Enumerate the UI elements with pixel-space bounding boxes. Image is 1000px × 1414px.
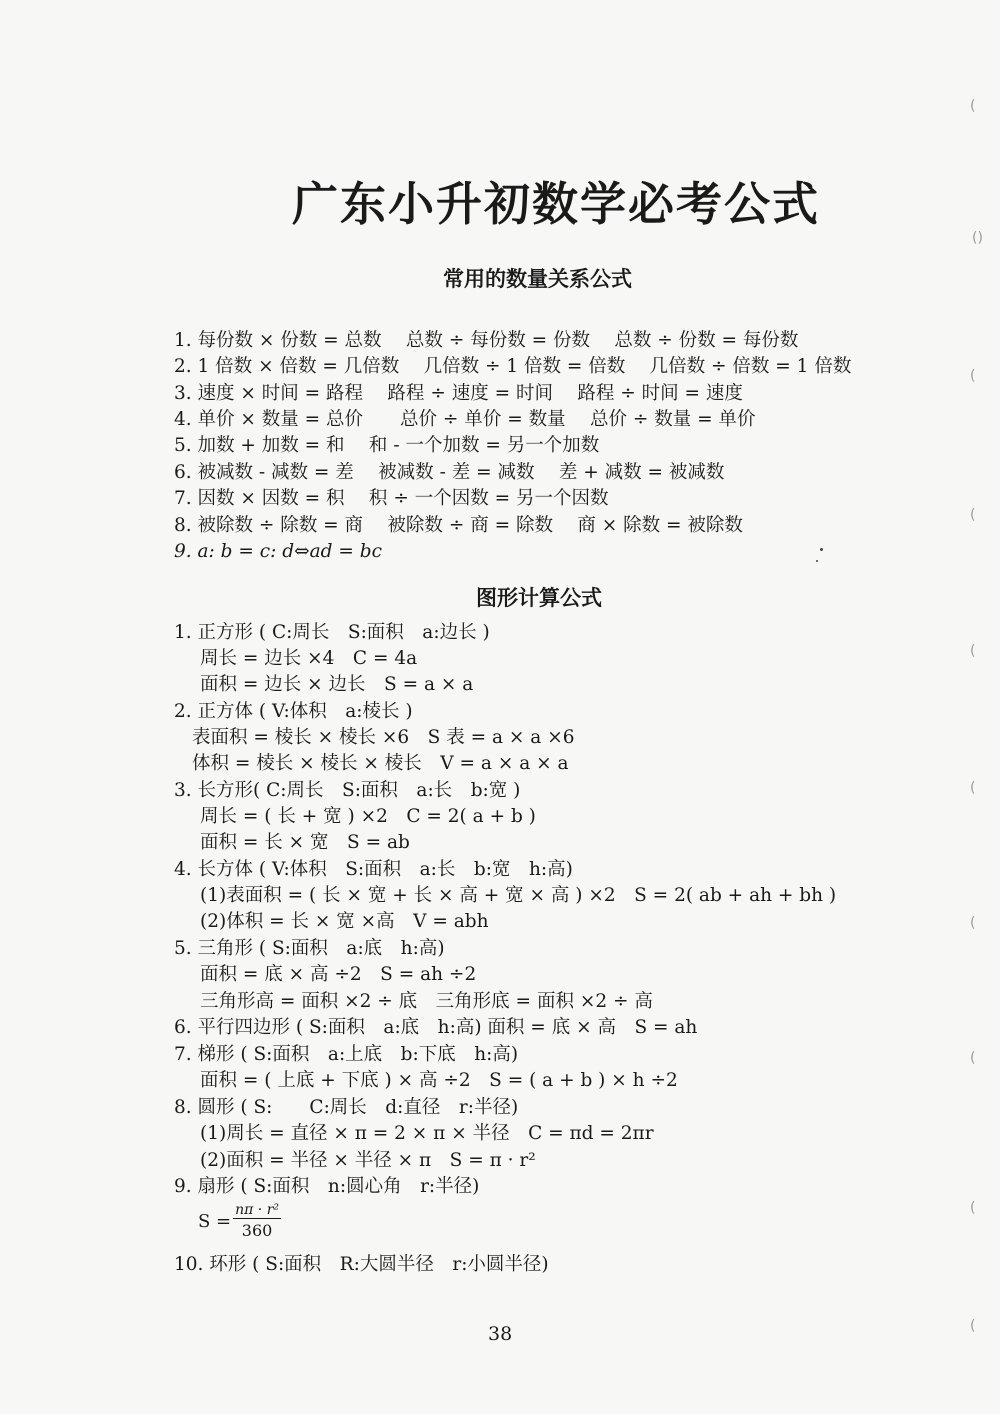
- formula-line: 2. 1 倍数 × 倍数 = 几倍数 几倍数 ÷ 1 倍数 = 倍数 几倍数 ÷ 倍数 = 1 倍数: [174, 356, 852, 377]
- binding-hole-mark: (: [970, 1318, 976, 1334]
- formula-line: 4. 单价 × 数量 = 总价 总价 ÷ 单价 = 数量 总价 ÷ 数量 = 单价: [174, 409, 756, 430]
- formula-line: 7. 因数 × 因数 = 积 积 ÷ 一个因数 = 另一个因数: [174, 488, 609, 509]
- formula-line: 8. 被除数 ÷ 除数 = 商 被除数 ÷ 商 = 除数 商 × 除数 = 被除数: [174, 515, 743, 536]
- binding-hole-mark: (: [970, 98, 976, 114]
- formula-line: 4. 长方体 ( V:体积 S:面积 a:长 b:宽 h:高): [174, 859, 573, 880]
- formula-line: 表面积 = 棱长 × 棱长 ×6 S 表 = a × a ×6: [192, 727, 575, 748]
- formula-line: 1. 正方形 ( C:周长 S:面积 a:边长 ): [174, 622, 490, 643]
- fraction: [233, 1202, 281, 1240]
- page-number: 38: [488, 1323, 513, 1345]
- scan-speck: [816, 560, 818, 562]
- formula-line: 7. 梯形 ( S:面积 a:上底 b:下底 h:高): [174, 1044, 519, 1065]
- formula-line: 9. 扇形 ( S:面积 n:圆心角 r:半径): [174, 1176, 480, 1197]
- formula-line: 3. 速度 × 时间 = 路程 路程 ÷ 速度 = 时间 路程 ÷ 时间 = 速度: [174, 383, 743, 404]
- formula-line: 5. 三角形 ( S:面积 a:底 h:高): [174, 938, 445, 959]
- scan-speck: [820, 548, 823, 551]
- sector-area-formula: [198, 1202, 281, 1240]
- binding-hole-mark: (): [972, 230, 983, 246]
- page-title: 广东小升初数学必考公式: [292, 177, 820, 231]
- binding-hole-mark: (: [970, 915, 976, 931]
- formula-line: 1. 每份数 × 份数 = 总数 总数 ÷ 每份数 = 份数 总数 ÷ 份数 = 每份数: [174, 330, 799, 351]
- formula-line: 6. 平行四边形 ( S:面积 a:底 h:高) 面积 = 底 × 高 S = ah: [174, 1017, 698, 1038]
- binding-hole-mark: (: [970, 643, 976, 659]
- fraction-lhs: S =: [198, 1210, 232, 1232]
- formula-line: 2. 正方体 ( V:体积 a:棱长 ): [174, 701, 413, 722]
- formula-line: 面积 = 长 × 宽 S = ab: [200, 832, 410, 853]
- section-heading-shape-formulas: 图形计算公式: [476, 586, 602, 610]
- formula-line: 周长 = 边长 ×4 C = 4a: [200, 648, 418, 669]
- formula-line: 面积 = ( 上底 + 下底 ) × 高 ÷2 S = ( a + b ) × h ÷2: [200, 1070, 678, 1091]
- binding-hole-mark: (: [970, 1200, 976, 1216]
- binding-hole-mark: (: [970, 1050, 976, 1066]
- formula-line: (2)面积 = 半径 × 半径 × π S = π · r²: [200, 1150, 536, 1171]
- binding-hole-mark: (: [970, 368, 976, 384]
- formula-line: 周长 = ( 长 + 宽 ) ×2 C = 2( a + b ): [200, 806, 536, 827]
- section-heading-quantity-relations: 常用的数量关系公式: [443, 267, 632, 291]
- formula-line: 体积 = 棱长 × 棱长 × 棱长 V = a × a × a: [192, 753, 569, 774]
- formula-line: (2)体积 = 长 × 宽 ×高 V = abh: [200, 911, 489, 932]
- formula-line: 面积 = 底 × 高 ÷2 S = ah ÷2: [200, 964, 477, 985]
- binding-hole-mark: (: [970, 507, 976, 523]
- formula-line: 面积 = 边长 × 边长 S = a × a: [200, 674, 474, 695]
- fraction-numerator: nπ · r²: [235, 1202, 280, 1218]
- formula-line: 9. a: b = c: d⇔ad = bc: [174, 541, 382, 562]
- formula-line: (1)周长 = 直径 × π = 2 × π × 半径 C = πd = 2πr: [200, 1123, 654, 1144]
- formula-line: 三角形高 = 面积 ×2 ÷ 底 三角形底 = 面积 ×2 ÷ 高: [200, 991, 653, 1012]
- binding-hole-mark: (: [970, 780, 976, 796]
- formula-line: 3. 长方形( C:周长 S:面积 a:长 b:宽 ): [174, 780, 521, 801]
- formula-line: 10. 环形 ( S:面积 R:大圆半径 r:小圆半径): [174, 1254, 549, 1275]
- formula-line: 5. 加数 + 加数 = 和 和 - 一个加数 = 另一个加数: [174, 435, 600, 456]
- formula-line: 6. 被减数 - 减数 = 差 被减数 - 差 = 减数 差 + 减数 = 被减数: [174, 462, 725, 483]
- formula-line: 8. 圆形 ( S: C:周长 d:直径 r:半径): [174, 1097, 519, 1118]
- formula-line: (1)表面积 = ( 长 × 宽 + 长 × 高 + 宽 × 高 ) ×2 S = 2( ab + ah + bh ): [200, 885, 837, 906]
- fraction-denominator: 360: [241, 1221, 273, 1240]
